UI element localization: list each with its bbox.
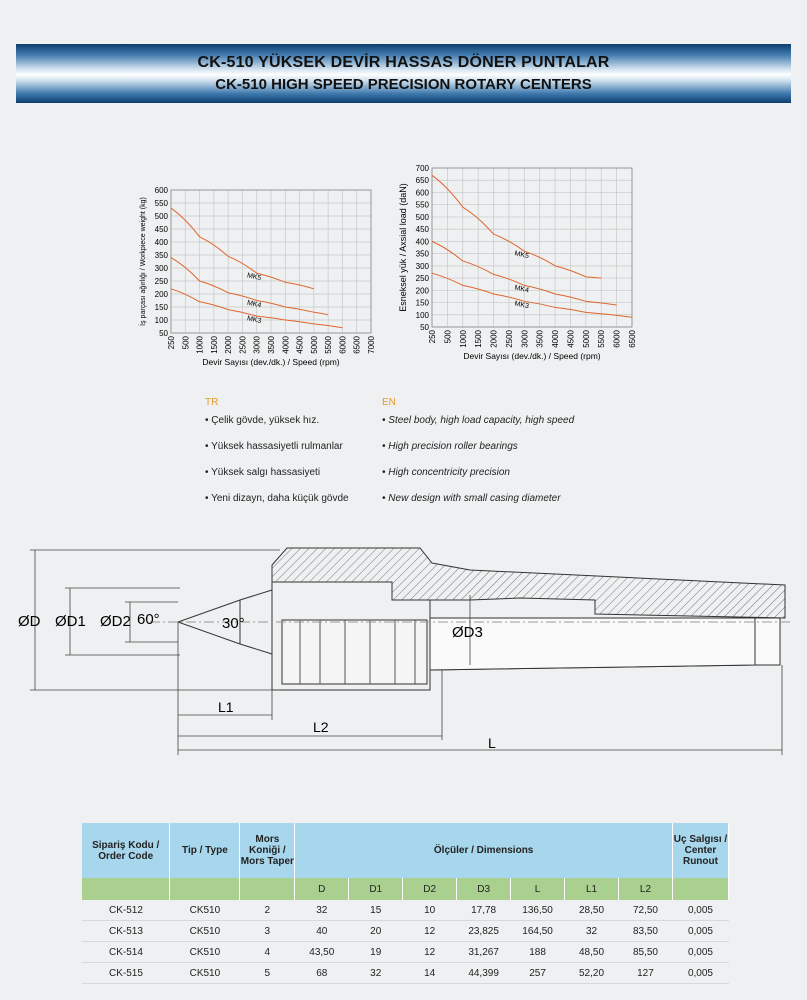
- y-tick-label: 550: [154, 199, 168, 208]
- y-axis-label: İş parçası ağırlığı / Workpiece weight (kg): [140, 197, 147, 326]
- sub-header-l2: L2: [619, 878, 673, 900]
- table-cell: 31,267: [457, 942, 511, 963]
- x-tick-label: 3500: [267, 336, 276, 354]
- table-cell: 0,005: [672, 900, 728, 921]
- x-tick-label: 6500: [628, 330, 637, 348]
- y-axis-label: Esneksel yük / Axsial load (daN): [398, 183, 408, 312]
- x-tick-label: 2500: [238, 336, 248, 354]
- x-tick-label: 6000: [612, 330, 622, 348]
- sub-header-d3: D3: [457, 878, 511, 900]
- x-tick-label: 7000: [367, 336, 376, 354]
- dim-d1: ØD1: [55, 613, 86, 630]
- x-tick-label: 500: [443, 330, 453, 344]
- table-cell: 43,50: [295, 942, 349, 963]
- title-banner: [16, 44, 791, 103]
- table-cell: 48,50: [565, 942, 619, 963]
- y-tick-label: 400: [415, 237, 429, 247]
- table-cell: 23,825: [457, 921, 511, 942]
- rotary-center-drawing: [0, 540, 807, 765]
- series-label-mk3: MK3: [246, 315, 262, 326]
- sub-header-l1: L1: [565, 878, 619, 900]
- header-dimensions: Ölçüler / Dimensions: [295, 823, 673, 878]
- table-row: [82, 963, 729, 984]
- table-cell: 10: [403, 900, 457, 921]
- table-cell: 14: [403, 963, 457, 984]
- table-cell: 52,20: [565, 963, 619, 984]
- chart-workpiece-weight: [115, 180, 385, 370]
- table-cell: 0,005: [672, 942, 728, 963]
- x-tick-label: 6500: [352, 336, 362, 354]
- y-tick-label: 300: [415, 261, 429, 271]
- series-line-mk5: [432, 175, 601, 278]
- y-tick-label: 500: [415, 212, 429, 222]
- feature-item: • Çelik gövde, yüksek hız.: [205, 415, 320, 426]
- features-en: [382, 397, 574, 518]
- x-axis-label: Devir Sayısı (dev./dk.) / Speed (rpm): [202, 357, 340, 367]
- sub-header-empty: [672, 878, 728, 900]
- series-label-mk4: MK4: [513, 284, 530, 295]
- x-tick-label: 1000: [458, 330, 468, 348]
- table-cell: 3: [240, 921, 295, 942]
- x-tick-label: 500: [181, 336, 191, 350]
- spec-table: [82, 823, 729, 984]
- x-tick-label: 250: [167, 336, 176, 350]
- table-cell: 32: [349, 963, 403, 984]
- x-tick-label: 4500: [566, 330, 576, 348]
- x-tick-label: 4500: [295, 336, 305, 354]
- x-tick-label: 2500: [504, 330, 514, 348]
- x-tick-label: 3000: [520, 330, 530, 348]
- series-label-mk3: MK3: [513, 300, 530, 311]
- feature-item: • Yüksek hassasiyetli rulmanlar: [205, 441, 343, 452]
- table-cell: 4: [240, 942, 295, 963]
- y-tick-label: 650: [415, 176, 429, 186]
- table-cell: CK-515: [82, 963, 170, 984]
- table-cell: 12: [403, 942, 457, 963]
- table-cell: 72,50: [619, 900, 673, 921]
- table-cell: CK510: [170, 900, 240, 921]
- table-cell: 17,78: [457, 900, 511, 921]
- feature-item: • New design with small casing diameter: [382, 493, 561, 504]
- x-tick-label: 1000: [195, 336, 205, 354]
- dim-d3: ØD3: [452, 624, 483, 641]
- x-tick-label: 3500: [535, 330, 545, 348]
- table-cell: CK510: [170, 921, 240, 942]
- x-tick-label: 4000: [281, 336, 291, 354]
- table-cell: 68: [295, 963, 349, 984]
- y-tick-label: 600: [154, 186, 168, 195]
- table-row: [82, 921, 729, 942]
- y-tick-label: 200: [415, 286, 429, 296]
- y-tick-label: 200: [154, 290, 168, 299]
- table-cell: CK-513: [82, 921, 170, 942]
- table-cell: 19: [349, 942, 403, 963]
- y-tick-label: 100: [415, 310, 429, 320]
- title-en: CK-510 HIGH SPEED PRECISION ROTARY CENTERS: [215, 76, 592, 93]
- table-cell: 136,50: [511, 900, 565, 921]
- x-tick-label: 1500: [209, 336, 219, 354]
- table-row: [82, 942, 729, 963]
- x-tick-label: 4000: [551, 330, 561, 348]
- angle-30: 30°: [222, 615, 245, 632]
- table-cell: 15: [349, 900, 403, 921]
- y-tick-label: 250: [415, 274, 429, 284]
- sub-header-empty: [82, 878, 170, 900]
- feature-item: • Yüksek salgı hassasiyeti: [205, 467, 321, 478]
- dim-d2: ØD2: [100, 613, 131, 630]
- y-tick-label: 600: [415, 188, 429, 198]
- x-axis-label: Devir Sayısı (dev./dk.) / Speed (rpm): [463, 351, 601, 361]
- sub-header-empty: [240, 878, 295, 900]
- sub-header-d2: D2: [403, 878, 457, 900]
- y-tick-label: 550: [415, 200, 429, 210]
- features-tr-heading: TR: [205, 397, 219, 408]
- y-tick-label: 150: [415, 298, 429, 308]
- table-cell: 127: [619, 963, 673, 984]
- table-cell: 12: [403, 921, 457, 942]
- table-cell: 188: [511, 942, 565, 963]
- table-cell: 32: [565, 921, 619, 942]
- y-tick-label: 450: [154, 225, 168, 234]
- feature-item: • Yeni dizayn, daha küçük gövde: [205, 493, 349, 504]
- header-morse: Mors Koniği / Mors Taper: [240, 823, 295, 878]
- series-label-mk5: MK5: [246, 272, 262, 283]
- sub-header-d: D: [295, 878, 349, 900]
- x-tick-label: 1500: [474, 330, 484, 348]
- x-tick-label: 5500: [597, 330, 607, 348]
- x-tick-label: 250: [428, 330, 437, 344]
- table-cell: 164,50: [511, 921, 565, 942]
- table-cell: 83,50: [619, 921, 673, 942]
- y-tick-label: 700: [415, 164, 429, 173]
- table-cell: CK510: [170, 963, 240, 984]
- dim-l1: L1: [218, 699, 234, 715]
- header-order-code: Sipariş Kodu / Order Code: [82, 823, 170, 878]
- x-tick-label: 5000: [581, 330, 591, 348]
- y-tick-label: 500: [154, 212, 168, 221]
- sub-header-empty: [170, 878, 240, 900]
- table-cell: 32: [295, 900, 349, 921]
- sub-header-d1: D1: [349, 878, 403, 900]
- y-tick-label: 150: [154, 303, 168, 312]
- y-tick-label: 350: [415, 249, 429, 259]
- series-line-mk3: [432, 273, 632, 317]
- header-type: Tip / Type: [170, 823, 240, 878]
- features-tr: [205, 397, 349, 518]
- table-cell: CK-512: [82, 900, 170, 921]
- title-tr: CK-510 YÜKSEK DEVİR HASSAS DÖNER PUNTALAR: [197, 54, 610, 71]
- table-cell: 40: [295, 921, 349, 942]
- x-tick-label: 3000: [252, 336, 262, 354]
- table-cell: 44,399: [457, 963, 511, 984]
- y-tick-label: 250: [154, 277, 168, 286]
- y-tick-label: 450: [415, 225, 429, 235]
- chart-axial-load: [390, 162, 650, 367]
- y-tick-label: 400: [154, 238, 168, 247]
- series-label-mk5: MK5: [513, 250, 530, 261]
- features-en-heading: EN: [382, 397, 396, 408]
- y-tick-label: 100: [154, 316, 168, 325]
- table-cell: 20: [349, 921, 403, 942]
- x-tick-label: 2000: [224, 336, 234, 354]
- angle-60: 60°: [137, 611, 160, 628]
- y-tick-label: 50: [159, 329, 168, 338]
- table-cell: 257: [511, 963, 565, 984]
- table-cell: 0,005: [672, 921, 728, 942]
- dim-l2: L2: [313, 719, 329, 735]
- table-row: [82, 900, 729, 921]
- sub-header-l: L: [511, 878, 565, 900]
- table-cell: CK510: [170, 942, 240, 963]
- x-tick-label: 5000: [309, 336, 319, 354]
- feature-item: • High concentricity precision: [382, 467, 510, 478]
- series-label-mk4: MK4: [246, 299, 262, 310]
- table-cell: 28,50: [565, 900, 619, 921]
- table-cell: 85,50: [619, 942, 673, 963]
- table-cell: 5: [240, 963, 295, 984]
- table-cell: 2: [240, 900, 295, 921]
- header-runout: Uç Salgısı / Center Runout: [672, 823, 728, 878]
- x-tick-label: 5500: [324, 336, 334, 354]
- dim-l: L: [488, 735, 496, 751]
- feature-item: • High precision roller bearings: [382, 441, 518, 452]
- table-cell: CK-514: [82, 942, 170, 963]
- x-tick-label: 6000: [338, 336, 348, 354]
- y-tick-label: 300: [154, 264, 168, 273]
- x-tick-label: 2000: [489, 330, 499, 348]
- table-cell: 0,005: [672, 963, 728, 984]
- feature-item: • Steel body, high load capacity, high speed: [382, 415, 575, 426]
- y-tick-label: 50: [420, 323, 429, 332]
- dim-d: ØD: [18, 613, 41, 630]
- y-tick-label: 350: [154, 251, 168, 260]
